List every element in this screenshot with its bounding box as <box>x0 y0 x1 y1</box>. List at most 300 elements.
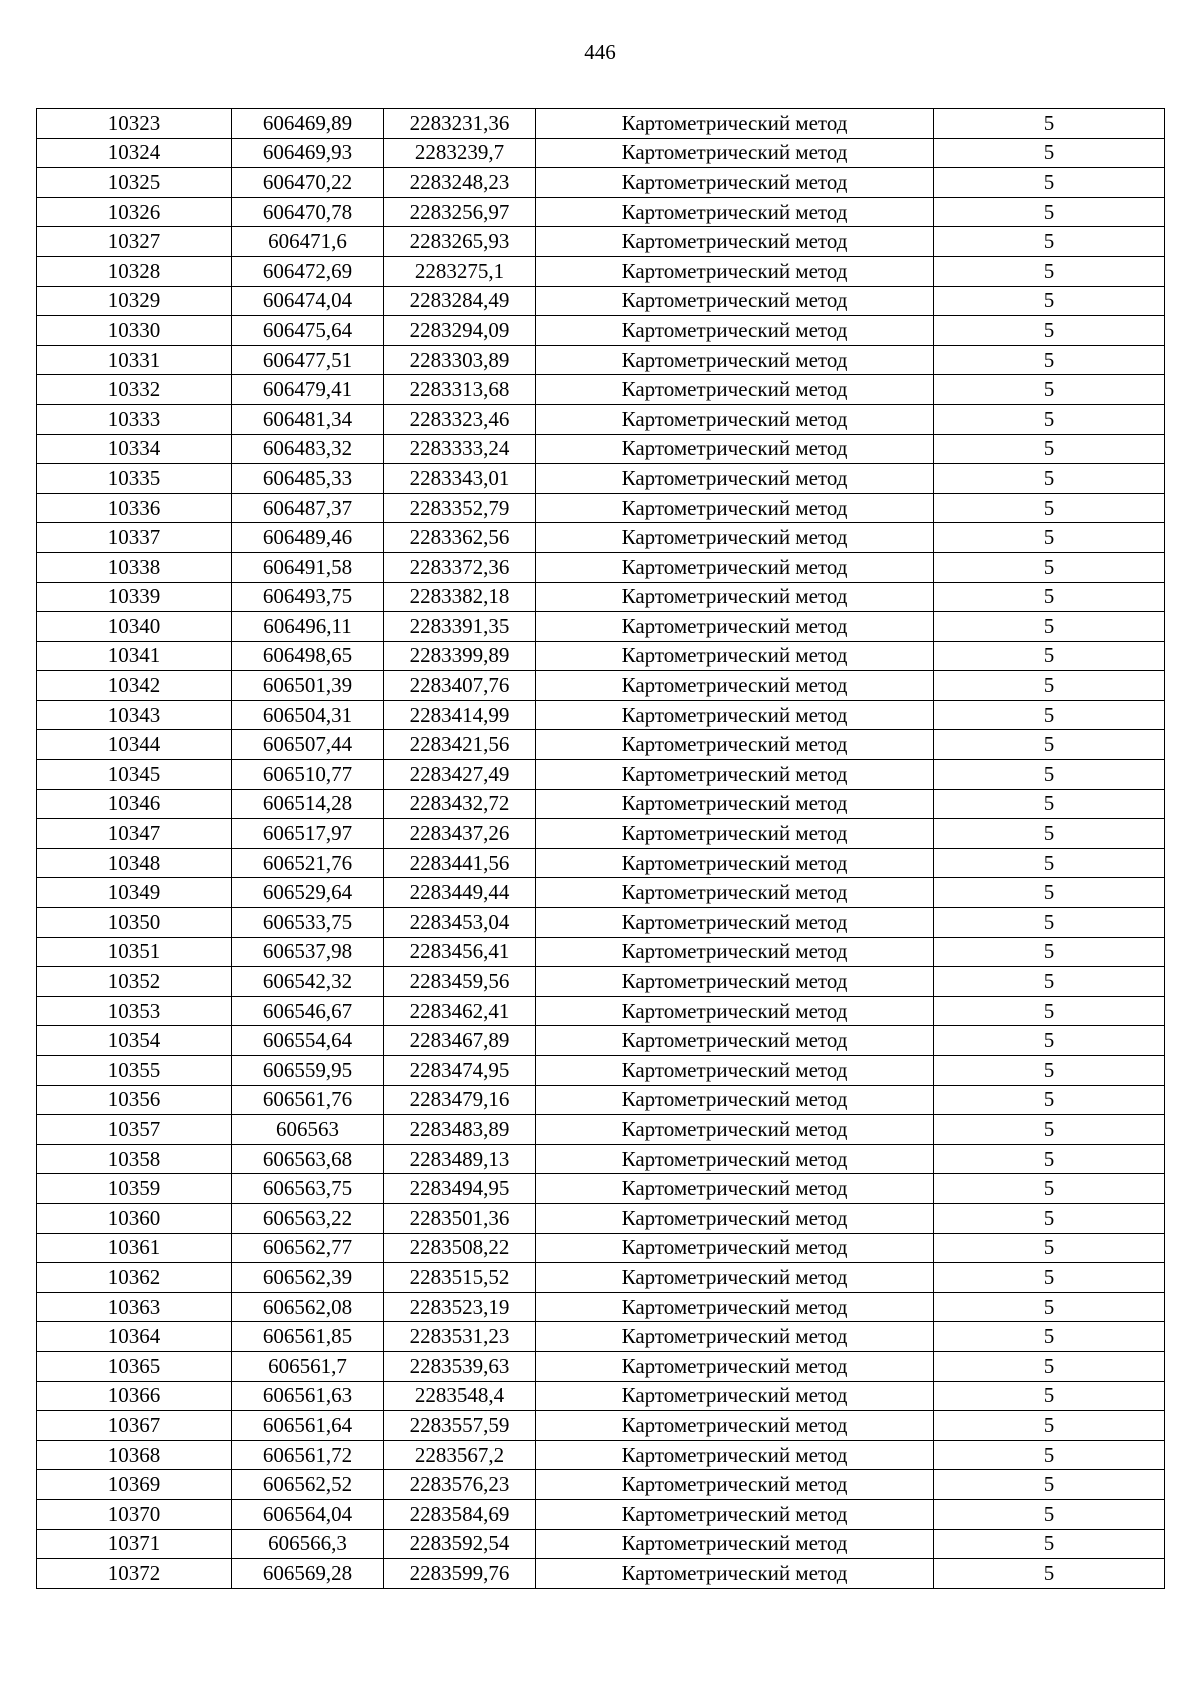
table-row <box>37 612 1165 642</box>
y-coordinate-cell: 2283427,49 <box>384 760 536 790</box>
point-number-cell: 10327 <box>37 227 232 257</box>
table-row <box>37 1322 1165 1352</box>
table-row <box>37 1529 1165 1559</box>
point-number-cell: 10362 <box>37 1263 232 1293</box>
y-coordinate-cell: 2283494,95 <box>384 1174 536 1204</box>
y-coordinate-cell: 2283391,35 <box>384 612 536 642</box>
table-row <box>37 168 1165 198</box>
x-coordinate-cell: 606479,41 <box>232 375 384 405</box>
accuracy-cell: 5 <box>934 552 1165 582</box>
method-cell: Картометрический метод <box>536 848 934 878</box>
method-cell: Картометрический метод <box>536 1411 934 1441</box>
table-row <box>37 464 1165 494</box>
x-coordinate-cell: 606559,95 <box>232 1056 384 1086</box>
table-row <box>37 1263 1165 1293</box>
y-coordinate-cell: 2283508,22 <box>384 1233 536 1263</box>
x-coordinate-cell: 606542,32 <box>232 967 384 997</box>
accuracy-cell: 5 <box>934 1203 1165 1233</box>
method-cell: Картометрический метод <box>536 138 934 168</box>
table-row <box>37 1085 1165 1115</box>
y-coordinate-cell: 2283501,36 <box>384 1203 536 1233</box>
y-coordinate-cell: 2283548,4 <box>384 1381 536 1411</box>
x-coordinate-cell: 606561,7 <box>232 1351 384 1381</box>
table-row <box>37 345 1165 375</box>
point-number-cell: 10365 <box>37 1351 232 1381</box>
accuracy-cell: 5 <box>934 168 1165 198</box>
table-body <box>37 109 1165 1589</box>
table-row <box>37 1499 1165 1529</box>
table-row <box>37 1411 1165 1441</box>
x-coordinate-cell: 606483,32 <box>232 434 384 464</box>
point-number-cell: 10353 <box>37 996 232 1026</box>
point-number-cell: 10364 <box>37 1322 232 1352</box>
y-coordinate-cell: 2283414,99 <box>384 700 536 730</box>
table-row <box>37 1381 1165 1411</box>
method-cell: Картометрический метод <box>536 641 934 671</box>
y-coordinate-cell: 2283515,52 <box>384 1263 536 1293</box>
method-cell: Картометрический метод <box>536 908 934 938</box>
y-coordinate-cell: 2283432,72 <box>384 789 536 819</box>
y-coordinate-cell: 2283584,69 <box>384 1499 536 1529</box>
method-cell: Картометрический метод <box>536 789 934 819</box>
accuracy-cell: 5 <box>934 1026 1165 1056</box>
point-number-cell: 10338 <box>37 552 232 582</box>
point-number-cell: 10344 <box>37 730 232 760</box>
x-coordinate-cell: 606546,67 <box>232 996 384 1026</box>
method-cell: Картометрический метод <box>536 582 934 612</box>
x-coordinate-cell: 606563,75 <box>232 1174 384 1204</box>
table-row <box>37 493 1165 523</box>
x-coordinate-cell: 606470,78 <box>232 197 384 227</box>
method-cell: Картометрический метод <box>536 109 934 139</box>
point-number-cell: 10339 <box>37 582 232 612</box>
accuracy-cell: 5 <box>934 582 1165 612</box>
accuracy-cell: 5 <box>934 256 1165 286</box>
y-coordinate-cell: 2283523,19 <box>384 1292 536 1322</box>
table-row <box>37 523 1165 553</box>
y-coordinate-cell: 2283453,04 <box>384 908 536 938</box>
point-number-cell: 10358 <box>37 1144 232 1174</box>
method-cell: Картометрический метод <box>536 434 934 464</box>
y-coordinate-cell: 2283539,63 <box>384 1351 536 1381</box>
y-coordinate-cell: 2283459,56 <box>384 967 536 997</box>
point-number-cell: 10368 <box>37 1440 232 1470</box>
table-row <box>37 878 1165 908</box>
x-coordinate-cell: 606493,75 <box>232 582 384 612</box>
accuracy-cell: 5 <box>934 1470 1165 1500</box>
table-row <box>37 552 1165 582</box>
method-cell: Картометрический метод <box>536 612 934 642</box>
y-coordinate-cell: 2283303,89 <box>384 345 536 375</box>
x-coordinate-cell: 606517,97 <box>232 819 384 849</box>
method-cell: Картометрический метод <box>536 1203 934 1233</box>
method-cell: Картометрический метод <box>536 1292 934 1322</box>
y-coordinate-cell: 2283437,26 <box>384 819 536 849</box>
method-cell: Картометрический метод <box>536 671 934 701</box>
table-row <box>37 1115 1165 1145</box>
method-cell: Картометрический метод <box>536 256 934 286</box>
accuracy-cell: 5 <box>934 138 1165 168</box>
table-row <box>37 730 1165 760</box>
y-coordinate-cell: 2283489,13 <box>384 1144 536 1174</box>
accuracy-cell: 5 <box>934 523 1165 553</box>
method-cell: Картометрический метод <box>536 760 934 790</box>
table-row <box>37 760 1165 790</box>
method-cell: Картометрический метод <box>536 286 934 316</box>
accuracy-cell: 5 <box>934 1263 1165 1293</box>
point-number-cell: 10351 <box>37 937 232 967</box>
x-coordinate-cell: 606562,08 <box>232 1292 384 1322</box>
table-row <box>37 138 1165 168</box>
point-number-cell: 10340 <box>37 612 232 642</box>
point-number-cell: 10366 <box>37 1381 232 1411</box>
accuracy-cell: 5 <box>934 1085 1165 1115</box>
table-row <box>37 848 1165 878</box>
table-row <box>37 1440 1165 1470</box>
x-coordinate-cell: 606487,37 <box>232 493 384 523</box>
table-row <box>37 1351 1165 1381</box>
point-number-cell: 10336 <box>37 493 232 523</box>
x-coordinate-cell: 606562,77 <box>232 1233 384 1263</box>
point-number-cell: 10355 <box>37 1056 232 1086</box>
accuracy-cell: 5 <box>934 1529 1165 1559</box>
y-coordinate-cell: 2283294,09 <box>384 316 536 346</box>
point-number-cell: 10345 <box>37 760 232 790</box>
method-cell: Картометрический метод <box>536 168 934 198</box>
x-coordinate-cell: 606529,64 <box>232 878 384 908</box>
table-row <box>37 1470 1165 1500</box>
coordinates-table <box>36 108 1165 1589</box>
accuracy-cell: 5 <box>934 996 1165 1026</box>
accuracy-cell: 5 <box>934 641 1165 671</box>
accuracy-cell: 5 <box>934 1440 1165 1470</box>
y-coordinate-cell: 2283362,56 <box>384 523 536 553</box>
point-number-cell: 10325 <box>37 168 232 198</box>
x-coordinate-cell: 606533,75 <box>232 908 384 938</box>
method-cell: Картометрический метод <box>536 700 934 730</box>
x-coordinate-cell: 606566,3 <box>232 1529 384 1559</box>
table-row <box>37 1559 1165 1589</box>
accuracy-cell: 5 <box>934 1233 1165 1263</box>
y-coordinate-cell: 2283441,56 <box>384 848 536 878</box>
method-cell: Картометрический метод <box>536 730 934 760</box>
accuracy-cell: 5 <box>934 316 1165 346</box>
x-coordinate-cell: 606563,68 <box>232 1144 384 1174</box>
point-number-cell: 10341 <box>37 641 232 671</box>
method-cell: Картометрический метод <box>536 404 934 434</box>
point-number-cell: 10371 <box>37 1529 232 1559</box>
accuracy-cell: 5 <box>934 375 1165 405</box>
accuracy-cell: 5 <box>934 1115 1165 1145</box>
table-row <box>37 582 1165 612</box>
point-number-cell: 10326 <box>37 197 232 227</box>
y-coordinate-cell: 2283372,36 <box>384 552 536 582</box>
accuracy-cell: 5 <box>934 1322 1165 1352</box>
point-number-cell: 10335 <box>37 464 232 494</box>
accuracy-cell: 5 <box>934 671 1165 701</box>
y-coordinate-cell: 2283483,89 <box>384 1115 536 1145</box>
y-coordinate-cell: 2283407,76 <box>384 671 536 701</box>
accuracy-cell: 5 <box>934 1411 1165 1441</box>
method-cell: Картометрический метод <box>536 1026 934 1056</box>
method-cell: Картометрический метод <box>536 819 934 849</box>
x-coordinate-cell: 606562,39 <box>232 1263 384 1293</box>
table-row <box>37 1144 1165 1174</box>
y-coordinate-cell: 2283343,01 <box>384 464 536 494</box>
point-number-cell: 10333 <box>37 404 232 434</box>
x-coordinate-cell: 606475,64 <box>232 316 384 346</box>
y-coordinate-cell: 2283592,54 <box>384 1529 536 1559</box>
accuracy-cell: 5 <box>934 109 1165 139</box>
accuracy-cell: 5 <box>934 700 1165 730</box>
x-coordinate-cell: 606498,65 <box>232 641 384 671</box>
x-coordinate-cell: 606561,63 <box>232 1381 384 1411</box>
x-coordinate-cell: 606561,72 <box>232 1440 384 1470</box>
y-coordinate-cell: 2283557,59 <box>384 1411 536 1441</box>
y-coordinate-cell: 2283352,79 <box>384 493 536 523</box>
method-cell: Картометрический метод <box>536 464 934 494</box>
table-row <box>37 908 1165 938</box>
y-coordinate-cell: 2283456,41 <box>384 937 536 967</box>
point-number-cell: 10328 <box>37 256 232 286</box>
method-cell: Картометрический метод <box>536 1381 934 1411</box>
x-coordinate-cell: 606521,76 <box>232 848 384 878</box>
point-number-cell: 10370 <box>37 1499 232 1529</box>
x-coordinate-cell: 606504,31 <box>232 700 384 730</box>
method-cell: Картометрический метод <box>536 1470 934 1500</box>
method-cell: Картометрический метод <box>536 1499 934 1529</box>
table-row <box>37 1026 1165 1056</box>
table-row <box>37 375 1165 405</box>
accuracy-cell: 5 <box>934 1174 1165 1204</box>
table-row <box>37 789 1165 819</box>
table-row <box>37 1203 1165 1233</box>
y-coordinate-cell: 2283467,89 <box>384 1026 536 1056</box>
method-cell: Картометрический метод <box>536 1559 934 1589</box>
x-coordinate-cell: 606471,6 <box>232 227 384 257</box>
x-coordinate-cell: 606562,52 <box>232 1470 384 1500</box>
method-cell: Картометрический метод <box>536 1322 934 1352</box>
y-coordinate-cell: 2283531,23 <box>384 1322 536 1352</box>
method-cell: Картометрический метод <box>536 1351 934 1381</box>
y-coordinate-cell: 2283462,41 <box>384 996 536 1026</box>
point-number-cell: 10363 <box>37 1292 232 1322</box>
accuracy-cell: 5 <box>934 612 1165 642</box>
method-cell: Картометрический метод <box>536 1529 934 1559</box>
method-cell: Картометрический метод <box>536 878 934 908</box>
x-coordinate-cell: 606563 <box>232 1115 384 1145</box>
point-number-cell: 10337 <box>37 523 232 553</box>
method-cell: Картометрический метод <box>536 1115 934 1145</box>
y-coordinate-cell: 2283275,1 <box>384 256 536 286</box>
table-row <box>37 819 1165 849</box>
y-coordinate-cell: 2283323,46 <box>384 404 536 434</box>
table-row <box>37 1056 1165 1086</box>
point-number-cell: 10329 <box>37 286 232 316</box>
table-row <box>37 937 1165 967</box>
accuracy-cell: 5 <box>934 493 1165 523</box>
table-row <box>37 434 1165 464</box>
x-coordinate-cell: 606510,77 <box>232 760 384 790</box>
x-coordinate-cell: 606561,85 <box>232 1322 384 1352</box>
x-coordinate-cell: 606481,34 <box>232 404 384 434</box>
point-number-cell: 10356 <box>37 1085 232 1115</box>
point-number-cell: 10354 <box>37 1026 232 1056</box>
method-cell: Картометрический метод <box>536 197 934 227</box>
accuracy-cell: 5 <box>934 908 1165 938</box>
x-coordinate-cell: 606514,28 <box>232 789 384 819</box>
method-cell: Картометрический метод <box>536 967 934 997</box>
method-cell: Картометрический метод <box>536 1056 934 1086</box>
x-coordinate-cell: 606561,64 <box>232 1411 384 1441</box>
x-coordinate-cell: 606491,58 <box>232 552 384 582</box>
point-number-cell: 10357 <box>37 1115 232 1145</box>
point-number-cell: 10372 <box>37 1559 232 1589</box>
point-number-cell: 10350 <box>37 908 232 938</box>
method-cell: Картометрический метод <box>536 1263 934 1293</box>
table-row <box>37 404 1165 434</box>
y-coordinate-cell: 2283231,36 <box>384 109 536 139</box>
point-number-cell: 10343 <box>37 700 232 730</box>
point-number-cell: 10349 <box>37 878 232 908</box>
point-number-cell: 10359 <box>37 1174 232 1204</box>
accuracy-cell: 5 <box>934 730 1165 760</box>
point-number-cell: 10342 <box>37 671 232 701</box>
method-cell: Картометрический метод <box>536 996 934 1026</box>
x-coordinate-cell: 606563,22 <box>232 1203 384 1233</box>
y-coordinate-cell: 2283449,44 <box>384 878 536 908</box>
accuracy-cell: 5 <box>934 1381 1165 1411</box>
method-cell: Картометрический метод <box>536 1085 934 1115</box>
x-coordinate-cell: 606470,22 <box>232 168 384 198</box>
x-coordinate-cell: 606554,64 <box>232 1026 384 1056</box>
accuracy-cell: 5 <box>934 434 1165 464</box>
method-cell: Картометрический метод <box>536 375 934 405</box>
accuracy-cell: 5 <box>934 1292 1165 1322</box>
y-coordinate-cell: 2283333,24 <box>384 434 536 464</box>
point-number-cell: 10346 <box>37 789 232 819</box>
accuracy-cell: 5 <box>934 1056 1165 1086</box>
page-number: 446 <box>584 40 616 64</box>
method-cell: Картометрический метод <box>536 493 934 523</box>
x-coordinate-cell: 606501,39 <box>232 671 384 701</box>
method-cell: Картометрический метод <box>536 316 934 346</box>
accuracy-cell: 5 <box>934 1144 1165 1174</box>
y-coordinate-cell: 2283265,93 <box>384 227 536 257</box>
y-coordinate-cell: 2283284,49 <box>384 286 536 316</box>
point-number-cell: 10334 <box>37 434 232 464</box>
accuracy-cell: 5 <box>934 819 1165 849</box>
point-number-cell: 10369 <box>37 1470 232 1500</box>
y-coordinate-cell: 2283239,7 <box>384 138 536 168</box>
accuracy-cell: 5 <box>934 404 1165 434</box>
accuracy-cell: 5 <box>934 464 1165 494</box>
accuracy-cell: 5 <box>934 227 1165 257</box>
y-coordinate-cell: 2283248,23 <box>384 168 536 198</box>
accuracy-cell: 5 <box>934 878 1165 908</box>
point-number-cell: 10323 <box>37 109 232 139</box>
point-number-cell: 10348 <box>37 848 232 878</box>
accuracy-cell: 5 <box>934 1351 1165 1381</box>
point-number-cell: 10324 <box>37 138 232 168</box>
table-row <box>37 1292 1165 1322</box>
table-row <box>37 671 1165 701</box>
table-row <box>37 996 1165 1026</box>
x-coordinate-cell: 606496,11 <box>232 612 384 642</box>
point-number-cell: 10367 <box>37 1411 232 1441</box>
accuracy-cell: 5 <box>934 1559 1165 1589</box>
x-coordinate-cell: 606485,33 <box>232 464 384 494</box>
x-coordinate-cell: 606537,98 <box>232 937 384 967</box>
y-coordinate-cell: 2283382,18 <box>384 582 536 612</box>
point-number-cell: 10331 <box>37 345 232 375</box>
y-coordinate-cell: 2283474,95 <box>384 1056 536 1086</box>
point-number-cell: 10361 <box>37 1233 232 1263</box>
table-row <box>37 641 1165 671</box>
method-cell: Картометрический метод <box>536 345 934 375</box>
point-number-cell: 10347 <box>37 819 232 849</box>
table-row <box>37 227 1165 257</box>
accuracy-cell: 5 <box>934 1499 1165 1529</box>
table-row <box>37 286 1165 316</box>
x-coordinate-cell: 606472,69 <box>232 256 384 286</box>
table-row <box>37 967 1165 997</box>
x-coordinate-cell: 606469,93 <box>232 138 384 168</box>
x-coordinate-cell: 606507,44 <box>232 730 384 760</box>
table-row <box>37 316 1165 346</box>
point-number-cell: 10330 <box>37 316 232 346</box>
table-row <box>37 197 1165 227</box>
y-coordinate-cell: 2283599,76 <box>384 1559 536 1589</box>
y-coordinate-cell: 2283576,23 <box>384 1470 536 1500</box>
method-cell: Картометрический метод <box>536 1233 934 1263</box>
method-cell: Картометрический метод <box>536 523 934 553</box>
x-coordinate-cell: 606569,28 <box>232 1559 384 1589</box>
y-coordinate-cell: 2283421,56 <box>384 730 536 760</box>
table-row <box>37 1174 1165 1204</box>
x-coordinate-cell: 606489,46 <box>232 523 384 553</box>
point-number-cell: 10352 <box>37 967 232 997</box>
x-coordinate-cell: 606564,04 <box>232 1499 384 1529</box>
method-cell: Картометрический метод <box>536 227 934 257</box>
accuracy-cell: 5 <box>934 848 1165 878</box>
x-coordinate-cell: 606561,76 <box>232 1085 384 1115</box>
y-coordinate-cell: 2283399,89 <box>384 641 536 671</box>
accuracy-cell: 5 <box>934 789 1165 819</box>
table-row <box>37 1233 1165 1263</box>
accuracy-cell: 5 <box>934 345 1165 375</box>
accuracy-cell: 5 <box>934 197 1165 227</box>
y-coordinate-cell: 2283256,97 <box>384 197 536 227</box>
y-coordinate-cell: 2283313,68 <box>384 375 536 405</box>
method-cell: Картометрический метод <box>536 937 934 967</box>
method-cell: Картометрический метод <box>536 1440 934 1470</box>
method-cell: Картометрический метод <box>536 1144 934 1174</box>
x-coordinate-cell: 606474,04 <box>232 286 384 316</box>
table-row <box>37 109 1165 139</box>
y-coordinate-cell: 2283479,16 <box>384 1085 536 1115</box>
accuracy-cell: 5 <box>934 760 1165 790</box>
method-cell: Картометрический метод <box>536 552 934 582</box>
x-coordinate-cell: 606469,89 <box>232 109 384 139</box>
table-row <box>37 256 1165 286</box>
table-row <box>37 700 1165 730</box>
point-number-cell: 10360 <box>37 1203 232 1233</box>
y-coordinate-cell: 2283567,2 <box>384 1440 536 1470</box>
accuracy-cell: 5 <box>934 967 1165 997</box>
point-number-cell: 10332 <box>37 375 232 405</box>
x-coordinate-cell: 606477,51 <box>232 345 384 375</box>
